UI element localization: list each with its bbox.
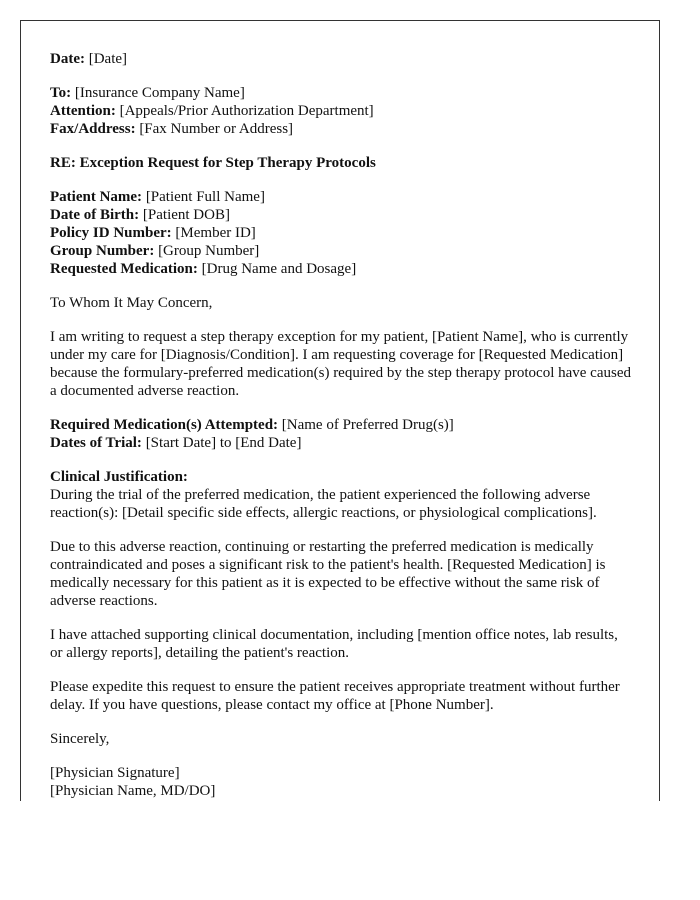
salutation: To Whom It May Concern, — [50, 295, 213, 311]
subject-line — [50, 154, 631, 172]
letter-page — [20, 20, 660, 801]
date-line — [50, 50, 631, 68]
trial-info-block — [50, 416, 631, 452]
policy-id-line — [50, 224, 631, 242]
trial-dates-value: [Start Date] to [End Date] — [145, 435, 302, 451]
policy-id-label: Policy ID Number: — [50, 225, 172, 241]
clinical-justification-heading: Clinical Justification: — [50, 469, 188, 485]
subject-text: RE: Exception Request for Step Therapy Protocols — [50, 155, 376, 171]
group-number-label: Group Number: — [50, 243, 155, 259]
to-label: To: — [50, 85, 72, 101]
recipient-block — [50, 84, 631, 138]
fax-address-value: [Fax Number or Address] — [139, 121, 294, 137]
requested-medication-value: [Drug Name and Dosage] — [201, 261, 357, 277]
necessity-paragraph: Due to this adverse reaction, continuing or restarting the preferred medication is medically contraindicated and poses a significant risk to the patient's health. [Requested Medication] is medically necessary for this patient as it is expected to be effective without the same risk of adverse reactions. — [50, 539, 606, 609]
closing-paragraph: Please expedite this request to ensure the patient receives appropriate treatment without further delay. If you have questions, please contact my office at [Phone Number]. — [50, 679, 620, 713]
patient-name-value: [Patient Full Name] — [145, 189, 265, 205]
to-line — [50, 84, 631, 102]
to-value: [Insurance Company Name] — [74, 85, 245, 101]
clinical-justification-text: During the trial of the preferred medication, the patient experienced the following adverse reaction(s): [Detail specific side effects, allergic reactions, or physiological complications]. — [50, 487, 597, 521]
attention-value: [Appeals/Prior Authorization Department] — [119, 103, 374, 119]
patient-name-line — [50, 188, 631, 206]
attempted-line — [50, 416, 631, 434]
date-value: [Date] — [88, 51, 128, 67]
group-number-line — [50, 242, 631, 260]
requested-medication-label: Requested Medication: — [50, 261, 198, 277]
patient-name-label: Patient Name: — [50, 189, 143, 205]
attempted-value: [Name of Preferred Drug(s)] — [281, 417, 454, 433]
trial-dates-line — [50, 434, 631, 452]
patient-info-block — [50, 188, 631, 278]
dob-label: Date of Birth: — [50, 207, 140, 223]
attention-label: Attention: — [50, 103, 116, 119]
policy-id-value: [Member ID] — [175, 225, 256, 241]
signature-line: [Physician Signature] — [50, 765, 180, 781]
physician-name-line: [Physician Name, MD/DO] — [50, 783, 216, 799]
date-label: Date: — [50, 51, 85, 67]
documentation-paragraph: I have attached supporting clinical documentation, including [mention office notes, lab results, or allergy reports], detailing the patient's reaction. — [50, 627, 618, 661]
closing: Sincerely, — [50, 731, 110, 747]
dob-value: [Patient DOB] — [142, 207, 230, 223]
fax-address-label: Fax/Address: — [50, 121, 136, 137]
attempted-label: Required Medication(s) Attempted: — [50, 417, 279, 433]
attention-line — [50, 102, 631, 120]
fax-address-line — [50, 120, 631, 138]
trial-dates-label: Dates of Trial: — [50, 435, 142, 451]
intro-paragraph: I am writing to request a step therapy exception for my patient, [Patient Name], who is currently under my care for [Diagnosis/Condition]. I am requesting coverage for [Requested Medication] because the formulary-preferred medication(s) required by the step therapy protocol have caused a documented adverse reaction. — [50, 329, 631, 399]
clinical-justification-block — [50, 468, 631, 522]
requested-medication-line — [50, 260, 631, 278]
dob-line — [50, 206, 631, 224]
group-number-value: [Group Number] — [158, 243, 260, 259]
signature-block — [50, 764, 631, 800]
